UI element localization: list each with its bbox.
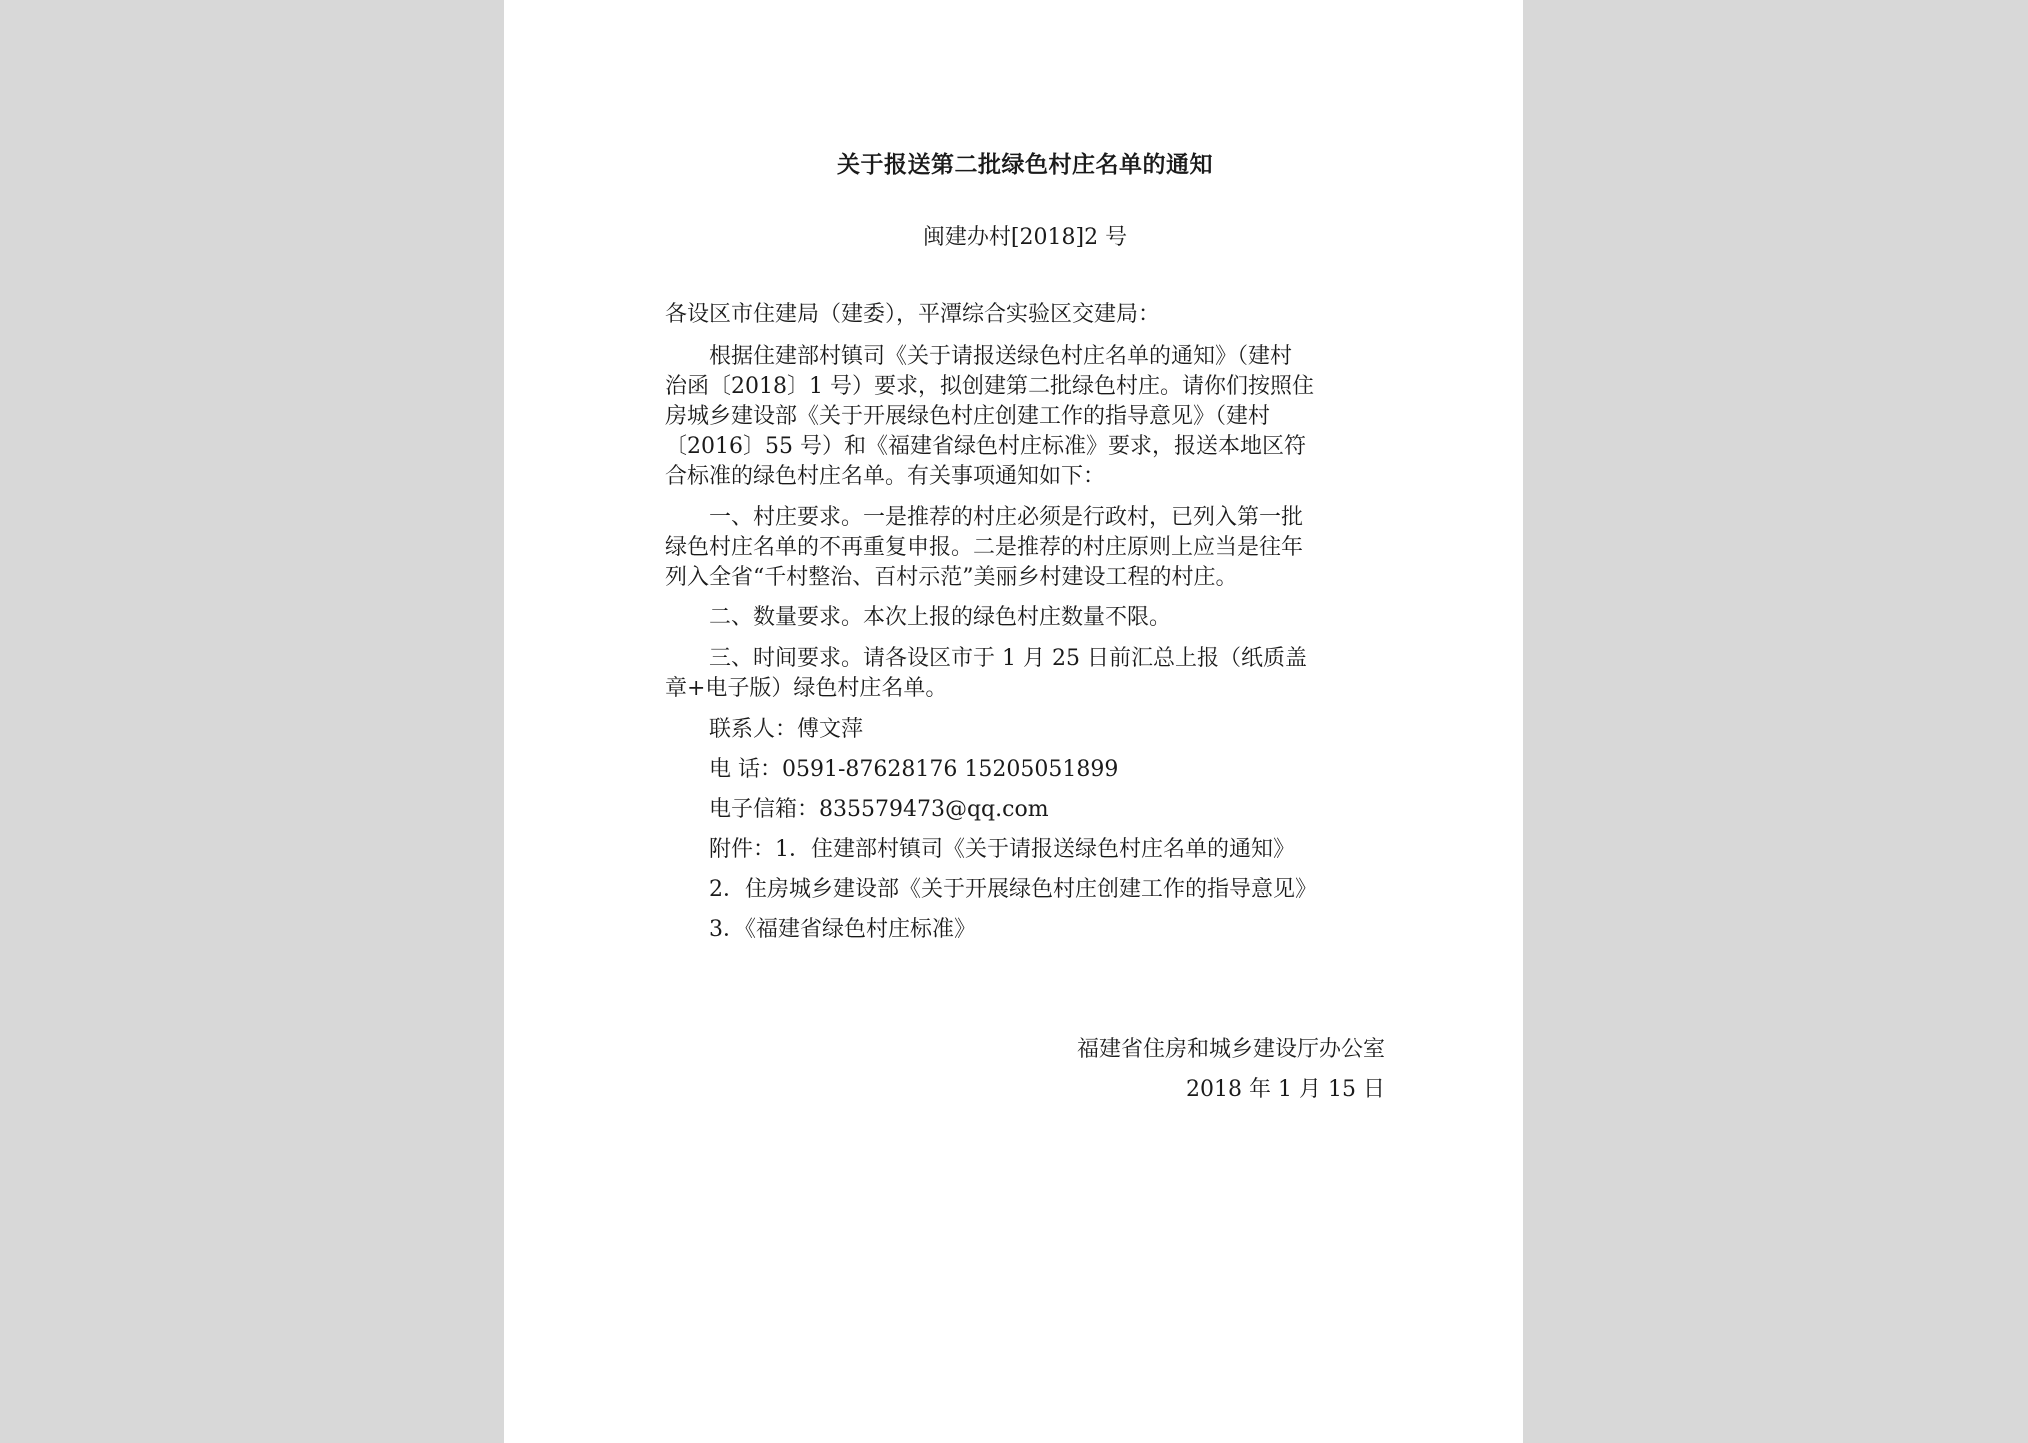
body-line: 房城乡建设部《关于开展绿色村庄创建工作的指导意见》（建村 [665,404,1271,429]
body-line: 〔2016〕55 号）和《福建省绿色村庄标准》要求，报送本地区符 [665,434,1306,459]
attachment-item: 3．《福建省绿色村庄标准》 [665,917,976,942]
salutation: 各设区市住建局（建委），平潭综合实验区交建局： [665,302,1161,327]
body-line: 章+电子版）绿色村庄名单。 [665,676,948,701]
issue-date: 2018 年 1 月 15 日 [1186,1077,1385,1102]
body-line: 合标准的绿色村庄名单。有关事项通知如下： [665,464,1106,489]
contact-email: 电子信箱：835579473@qq.com [665,797,1049,822]
attachment-item: 2．住房城乡建设部《关于开展绿色村庄创建工作的指导意见》 [665,877,1317,902]
body-line: 列入全省“千村整治、百村示范”美丽乡村建设工程的村庄。 [665,565,1238,590]
attachment-item: 附件：1．住建部村镇司《关于请报送绿色村庄名单的通知》 [665,837,1295,862]
document-number: 闽建办村[2018]2 号 [922,225,1128,250]
body-line: 治函〔2018〕1 号）要求，拟创建第二批绿色村庄。请你们按照住 [665,374,1314,399]
body-line: 绿色村庄名单的不再重复申报。二是推荐的村庄原则上应当是往年 [665,535,1304,560]
issuer: 福建省住房和城乡建设厅办公室 [1076,1037,1385,1062]
body-line: 三、时间要求。请各设区市于 1 月 25 日前汇总上报（纸质盖 [665,646,1307,671]
body-line: 根据住建部村镇司《关于请报送绿色村庄名单的通知》（建村 [665,344,1293,369]
document-page [504,0,1523,1443]
document-title: 关于报送第二批绿色村庄名单的通知 [837,151,1213,178]
body-line: 一、村庄要求。一是推荐的村庄必须是行政村，已列入第一批 [665,505,1304,530]
contact-person: 联系人：傅文萍 [665,717,864,742]
contact-phone: 电 话：0591-87628176 15205051899 [665,757,1119,782]
body-line: 二、数量要求。本次上报的绿色村庄数量不限。 [665,605,1172,630]
